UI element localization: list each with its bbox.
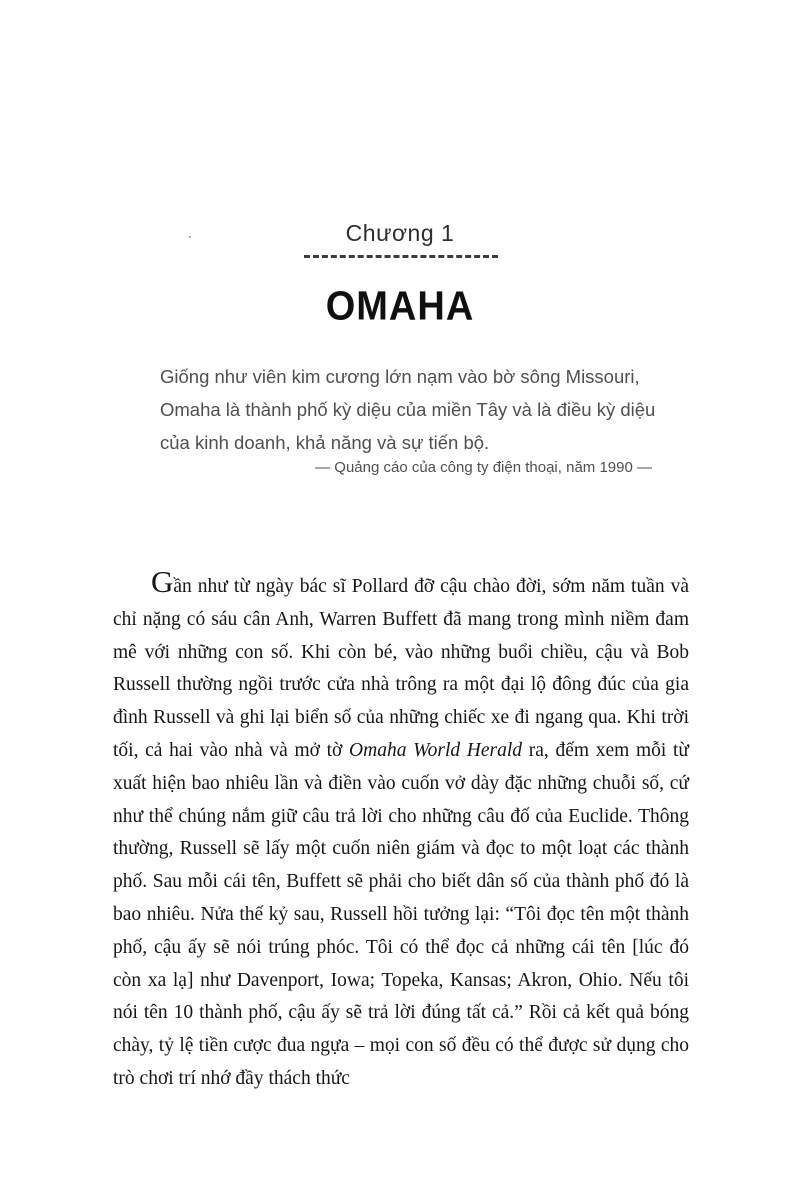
body-segment-1: ần như từ ngày bác sĩ Pollard đỡ cậu chào đời, sớm năm tuần và chỉ nặng có sáu cân Anh, Warren Buffett đã mang trong mình niềm đam mê với những con số. Khi còn bé, vào những buổi chiều, cậu và Bob Russell thường ngồi trước cửa nhà trông ra một đại lộ đông đúc của gia đình Russell và ghi lại biển số của những chiếc xe đi ngang qua. Khi trời tối, cả hai vào nhà và mở tờ <box>113 576 689 761</box>
body-segment-2: ra, đếm xem mỗi từ xuất hiện bao nhiêu lần và điền vào cuốn vở dày đặc những chuỗi số, cứ như thể chúng nắm giữ câu trả lời cho những câu đố của Euclide. Thông thường, Russell sẽ lấy một cuốn niên giám và đọc to một loạt các thành phố. Sau mỗi cái tên, Buffett sẽ phải cho biết dân số của thành phố đó là bao nhiêu. Nửa thế kỷ sau, Russell hồi tưởng lại: “Tôi đọc tên một thành phố, cậu ấy sẽ nói trúng phóc. Tôi có thể đọc cả những cái tên [lúc đó còn xa lạ] như Davenport, Iowa; Topeka, Kansas; Akron, Ohio. Nếu tôi nói tên 10 thành phố, cậu ấy sẽ trả lời đúng tất cả.” Rồi cả kết quả bóng chày, tỷ lệ tiền cược đua ngựa – mọi con số đều có thể được sử dụng cho trò chơi trí nhớ đầy thách thức <box>113 739 689 1089</box>
dropcap-letter: G <box>151 564 174 599</box>
chapter-label: Chương 1 <box>345 220 455 246</box>
epigraph-text: Giống như viên kim cương lớn nạm vào bờ sông Missouri, Omaha là thành phố kỳ diệu của miền Tây và là điều kỳ diệu của kinh doanh, khả năng và sự tiến bộ. <box>160 366 656 453</box>
body-paragraph <box>113 564 689 1096</box>
chapter-title: OMAHA <box>325 284 475 330</box>
epigraph-attribution: — Quảng cáo của công ty điện thoại, năm 1990 — <box>315 459 652 476</box>
chapter-divider-dashed-line <box>304 255 498 258</box>
body-italic-title: Omaha World Herald <box>349 739 523 761</box>
